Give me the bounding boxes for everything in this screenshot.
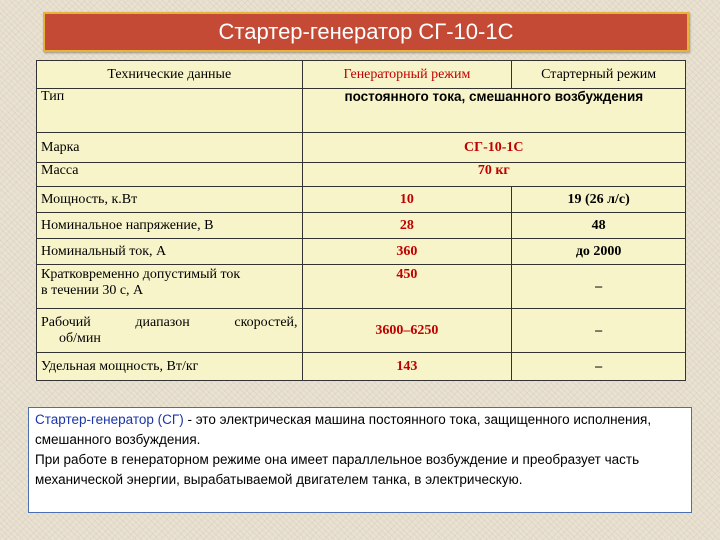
row-label-line: об/мин xyxy=(59,330,101,346)
row-label: Удельная мощность, Вт/кг xyxy=(37,353,303,381)
row-generator-value: 3600–6250 xyxy=(302,309,512,353)
table-row xyxy=(37,265,686,309)
row-starter-value: – xyxy=(512,265,686,309)
header-generator-mode: Генераторный режим xyxy=(302,61,512,89)
table-row xyxy=(37,353,686,381)
row-generator-value: 360 xyxy=(302,239,512,265)
brand-value: СГ-10-1С xyxy=(302,133,685,163)
description-box xyxy=(28,407,692,513)
row-generator-value: 143 xyxy=(302,353,512,381)
definition-text: - это электрическая машина постоянного тока, защищенного исполнения, смешанного возбуждения. xyxy=(35,412,652,447)
row-label xyxy=(37,309,303,353)
row-label-line: Кратковременно допустимый ток xyxy=(41,267,241,282)
table-header-row xyxy=(37,61,686,89)
row-starter-value: до 2000 xyxy=(512,239,686,265)
row-label-line: Рабочий диапазон скоростей, xyxy=(41,314,298,330)
row-generator-value: 28 xyxy=(302,213,512,239)
table-row-type xyxy=(37,89,686,133)
header-starter-mode: Стартерный режим xyxy=(512,61,686,89)
row-starter-value: 48 xyxy=(512,213,686,239)
table-row xyxy=(37,187,686,213)
row-label: Номинальный ток, А xyxy=(37,239,303,265)
row-label xyxy=(37,265,303,309)
type-label: Тип xyxy=(37,89,303,133)
type-value: постоянного тока, смешанного возбуждения xyxy=(302,89,685,133)
table-row xyxy=(37,309,686,353)
mass-label: Масса xyxy=(37,163,303,187)
row-generator-value: 10 xyxy=(302,187,512,213)
brand-label: Марка xyxy=(37,133,303,163)
table-row-mass xyxy=(37,163,686,187)
row-generator-value: 450 xyxy=(302,265,512,309)
row-starter-value: 19 (26 л/с) xyxy=(512,187,686,213)
header-specs: Технические данные xyxy=(37,61,303,89)
generator-mode-paragraph: При работе в генераторном режиме она имеет параллельное возбуждение и преобразует часть механической энергии, вырабатываемой двигателем танка, в электрическую. xyxy=(35,452,640,487)
slide-title: Стартер-генератор СГ-10-1С xyxy=(43,12,689,52)
definition-paragraph xyxy=(35,410,685,450)
row-starter-value: – xyxy=(512,353,686,381)
spec-table xyxy=(36,60,686,381)
term-highlight: Стартер-генератор (СГ) xyxy=(35,412,184,427)
row-label-line: в течении 30 с, А xyxy=(41,283,144,298)
row-starter-value: – xyxy=(512,309,686,353)
row-label: Номинальное напряжение, В xyxy=(37,213,303,239)
table-row-brand xyxy=(37,133,686,163)
table-row xyxy=(37,239,686,265)
mass-value: 70 кг xyxy=(302,163,685,187)
row-label: Мощность, к.Вт xyxy=(37,187,303,213)
table-row xyxy=(37,213,686,239)
